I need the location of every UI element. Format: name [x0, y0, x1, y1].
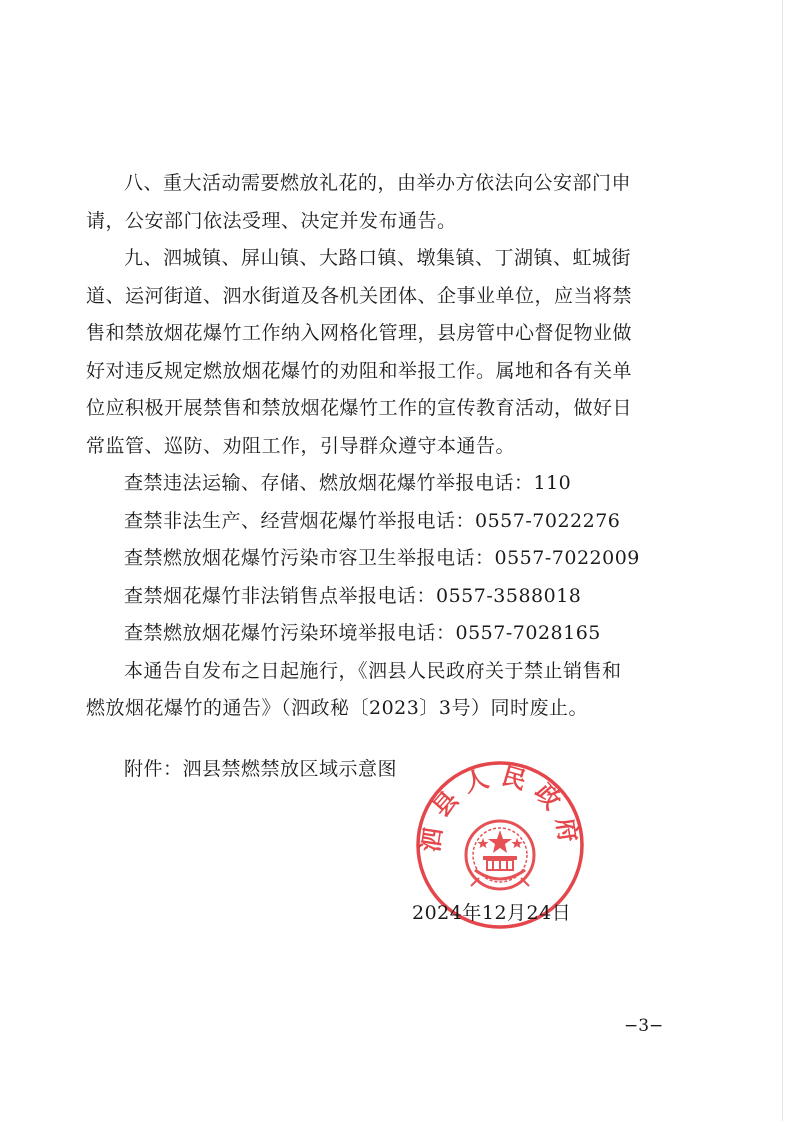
- seal-text: 泗县人民政府: [416, 761, 584, 854]
- text-line: 九、泗城镇、屏山镇、大路口镇、墩集镇、丁湖镇、虹城街: [124, 247, 632, 269]
- text-line: 查禁燃放烟花爆竹污染环境举报电话：0557-7028165: [124, 622, 601, 644]
- issue-date: 2024年12月24日: [412, 902, 572, 924]
- paragraph-effective: [86, 653, 706, 728]
- text-line: 查禁非法生产、经营烟花爆竹举报电话：0557-7022276: [124, 509, 621, 532]
- text-line: 查禁违法运输、存储、燃放烟花爆竹举报电话：110: [124, 472, 572, 494]
- paragraph-8: [86, 165, 706, 240]
- text-line: 查禁燃放烟花爆竹污染市容卫生举报电话：0557-7022009: [124, 547, 640, 569]
- hotline-sanitation: [86, 540, 706, 578]
- hotline-sales: [86, 578, 706, 616]
- hotline-environment: [86, 615, 706, 653]
- national-emblem-icon: [466, 821, 534, 889]
- text-line: 查禁烟花爆竹非法销售点举报电话：0557-3588018: [124, 584, 582, 607]
- attachment-note: 附件：泗县禁燃禁放区域示意图: [124, 758, 398, 780]
- text-line: 八、重大活动需要燃放礼花的，由举办方依法向公安部门申: [124, 172, 632, 194]
- text-line: 请，公安部门依法受理、决定并发布通告。: [86, 209, 457, 232]
- text-line: 本通告自发布之日起施行，《泗县人民政府关于禁止销售和: [124, 659, 622, 682]
- hotline-production: [86, 503, 706, 541]
- text-line: 常监管、巡防、劝阻工作，引导群众遵守本通告。: [86, 434, 516, 457]
- page-number: −3−: [624, 1016, 664, 1036]
- text-line: 燃放烟花爆竹的通告》（泗政秘〔2023〕3号）同时废止。: [86, 697, 588, 719]
- scan-edge-line: [782, 0, 783, 1121]
- notice-body: [86, 165, 706, 728]
- text-line: 好对违反规定燃放烟花爆竹的劝阻和举报工作。属地和各有关单: [86, 359, 633, 382]
- text-line: 位应积极开展禁售和禁放烟花爆竹工作的宣传教育活动，做好日: [86, 397, 633, 419]
- text-line: 道、运河街道、泗水街道及各机关团体、企事业单位，应当将禁: [86, 284, 633, 307]
- hotline-transport: [86, 465, 706, 503]
- paragraph-9: [86, 240, 706, 465]
- text-line: 售和禁放烟花爆竹工作纳入网格化管理，县房管中心督促物业做: [86, 322, 633, 344]
